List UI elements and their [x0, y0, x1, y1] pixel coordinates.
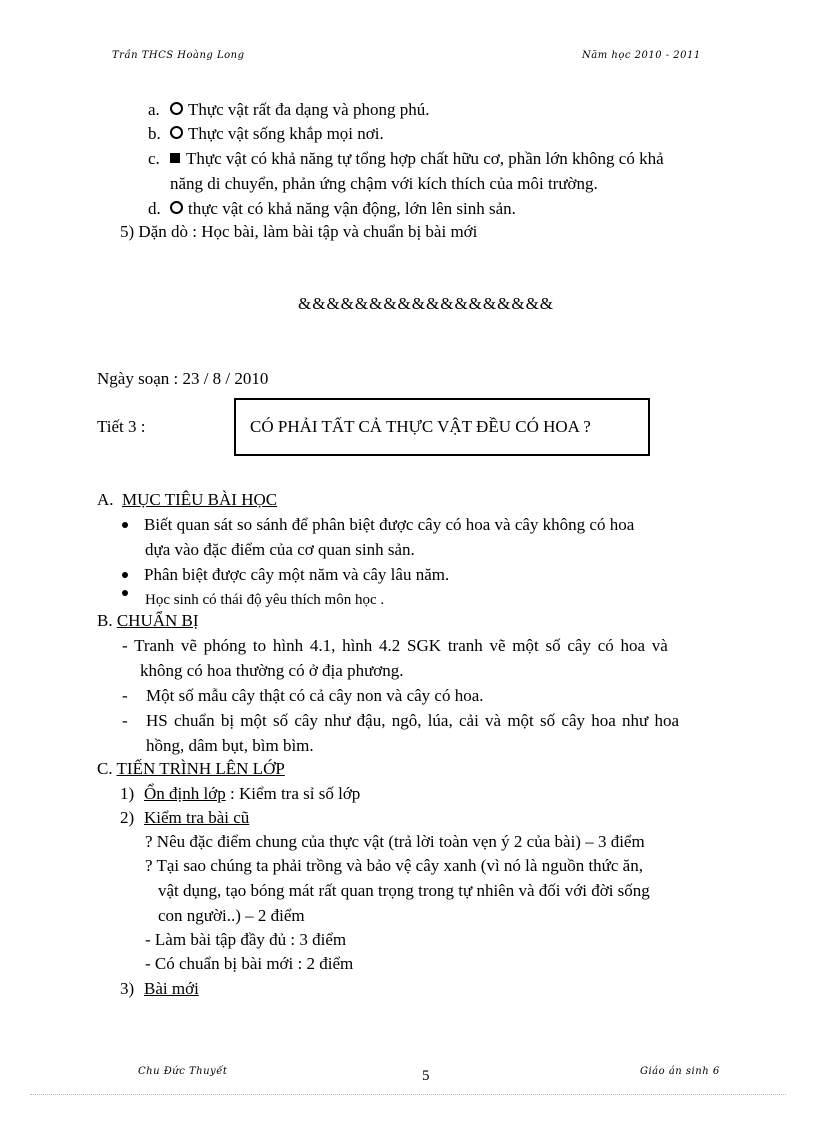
footer-right: Giáo án sinh 6 — [640, 1066, 720, 1077]
objective-1-line2: dựa vào đặc điểm của cơ quan sinh sản. — [145, 540, 415, 559]
header-right: Năm học 2010 - 2011 — [582, 50, 701, 61]
objective-1: Biết quan sát so sánh để phân biệt được cây có hoa và cây không có hoa — [122, 512, 634, 537]
prep-item-1: - Tranh vẽ phóng to hình 4.1, hình 4.2 SGK tranh vẽ một số cây có hoa và — [122, 636, 668, 655]
page-number: 5 — [422, 1068, 430, 1084]
footer-divider — [30, 1094, 786, 1095]
option-c: c. Thực vật có khả năng tự tổng hợp chất hữu cơ, phần lớn không có khả — [148, 149, 664, 168]
prep-item-3-line2: hồng, dâm bụt, bìm bìm. — [146, 736, 314, 755]
lesson-label: Tiết 3 : — [97, 417, 146, 436]
section-a-heading: A. MỤC TIÊU BÀI HỌC — [97, 490, 278, 509]
prep-item-1-line2: không có hoa thường có ở địa phương. — [140, 661, 404, 680]
prep-item-2: - Một số mẫu cây thật có cả cây non và cây có hoa. — [122, 686, 484, 705]
question-2: ? Tại sao chúng ta phải trồng và bảo vệ cây xanh (vì nó là nguồn thức ăn, — [145, 856, 643, 875]
lesson-title: CÓ PHẢI TẤT CẢ THỰC VẬT ĐỀU CÓ HOA ? — [250, 417, 591, 436]
homework-line: 5) Dặn dò : Học bài, làm bài tập và chuẩn bị bài mới — [120, 222, 478, 241]
objective-2: Phân biệt được cây một năm và cây lâu năm. — [122, 562, 449, 587]
section-b-heading: B. CHUẨN BỊ — [97, 611, 199, 630]
objective-3: Học sinh có thái độ yêu thích môn học . — [122, 588, 384, 613]
square-bullet-icon — [170, 153, 180, 163]
footer-left: Chu Đức Thuyết — [138, 1066, 228, 1077]
question-1: ? Nêu đặc điểm chung của thực vật (trả lời toàn vẹn ý 2 của bài) – 3 điểm — [145, 832, 645, 851]
option-c-line2: năng di chuyển, phản ứng chậm với kích thích của môi trường. — [170, 174, 598, 193]
option-b: b. Thực vật sống khắp mọi nơi. — [148, 124, 384, 143]
score-2: - Có chuẩn bị bài mới : 2 điểm — [145, 954, 354, 973]
step-1: 1) Ổn định lớp : Kiểm tra sỉ số lớp — [120, 784, 361, 803]
score-1: - Làm bài tập đầy đủ : 3 điểm — [145, 930, 347, 949]
step-2: 2) Kiểm tra bài cũ — [120, 808, 250, 827]
bullet-dot-icon — [122, 590, 128, 596]
option-a: a. Thực vật rất đa dạng và phong phú. — [148, 100, 430, 119]
step-3: 3) Bài mới — [120, 979, 199, 998]
separator: &&&&&&&&&&&&&&&&&& — [298, 294, 555, 313]
section-c-heading: C. TIẾN TRÌNH LÊN LỚP — [97, 759, 285, 778]
circle-bullet-icon — [170, 102, 183, 115]
date-line: Ngày soạn : 23 / 8 / 2010 — [97, 369, 269, 388]
option-d: d. thực vật có khả năng vận động, lớn lên sinh sản. — [148, 199, 516, 218]
prep-item-3: - HS chuẩn bị một số cây như đậu, ngô, lúa, cải và một số cây hoa như hoa — [122, 711, 680, 730]
circle-bullet-icon — [170, 201, 183, 214]
circle-bullet-icon — [170, 126, 183, 139]
bullet-dot-icon — [122, 522, 128, 528]
bullet-dot-icon — [122, 572, 128, 578]
header-left: Trần THCS Hoàng Long — [112, 50, 245, 61]
question-2-line3: con người..) – 2 điểm — [158, 906, 305, 925]
question-2-line2: vật dụng, tạo bóng mát rất quan trọng trong tự nhiên và đối với đời sống — [158, 881, 650, 900]
